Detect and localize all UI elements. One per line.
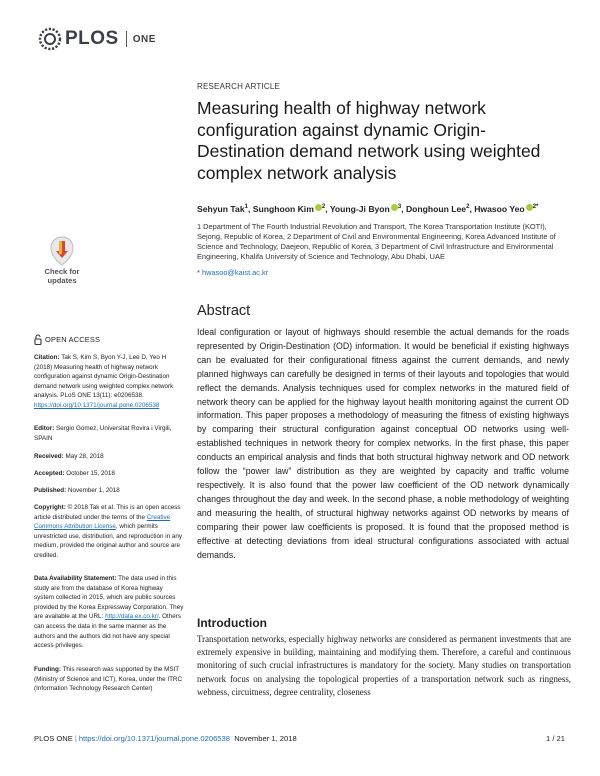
author[interactable]: Donghoun Lee$^2$ [405,204,470,214]
page-number: 1 / 21 [546,734,565,743]
data-availability-block: Data Availability Statement: The data used in this study are from the database of Korea highway system collected in 2015, which are public sources provided by the Korea Expressway Corporation. They are available at the URL: http://data.ex.co.kr/. Others can access the data in the same manner as the authors and the authors did not have any special access privileges. [34,575,184,650]
article-title: Measuring health of highway network configuration against dynamic Origin-Destination demand network using weighted complex network analysis [197,98,541,183]
footer-date: November 1, 2018 [234,734,297,743]
editor-block: Editor: Sergio Gómez, Universitat Rovira i Virgili, SPAIN [34,425,172,442]
abstract-text: Ideal configuration or layout of highways should resemble the actual demands for the roads represented by Origin-Destination (OD) information. It would be beneficial if existing highways can be evaluated for their configurational fitness against the current demands, and newly planned highways can carefully be designed in terms of their layouts and topologies that would reflect the demands. Analysis techniques used for complex networks in the matured field of network theory can be applied for the highway layout health monitoring against the current OD information. This paper proposes a methodology of measuring the fitness of existing highways by comparing their structural configuration against conceptual OD networks using well-established techniques in network theory for complex networks. In the first phase, this paper conducts an empirical analysis and finds that both structural highway network and OD network follow the “power law” distribution as they are weighted by capacity and traffic volume respectively. It is also found that the power law coefficient of the OD network dynamically changes throughout the day and week. In the second phase, a noble methodology of weighting and measuring the health, of structural highway networks against OD networks by means of comparing their power law coefficients is proposed. It is found that the proposed method is effective at detecting deviations from ideal structural configurations associated with actual demands. [197,327,569,560]
plos-one-logo [38,26,156,52]
corresponding-email[interactable]: * hwasoo@kaist.ac.kr [197,268,269,277]
author[interactable]: Hwasoo Yeo $^{2*}$ [474,204,539,214]
published-date: Published: November 1, 2018 [34,487,120,494]
check-for-updates-icon [49,236,75,266]
footer-doi-link[interactable]: https://doi.org/10.1371/journal.pone.0206538 [78,734,230,743]
logo-divider [126,31,127,47]
copyright-block: Copyright: © 2018 Tak et al. This is an open access article distributed under the terms of the Creative Commons Attribution License, which permits unrestricted use, distribution, and reproduction in any medium, provided the original author and source are credited. [34,504,183,559]
funding-block: Funding: This research was supported by the MSIT (Ministry of Science and ICT), Korea, under the ITRC (Information Technology Research Center) [34,666,183,693]
accepted-date: Accepted: October 15, 2018 [34,470,115,477]
orcid-icon[interactable] [391,204,398,211]
introduction-heading: Introduction [197,616,267,630]
plos-logo-icon [38,27,62,51]
orcid-icon[interactable] [526,204,533,211]
introduction-text: Transportation networks, especially highway networks are considered as permanent investments that are extremely expensive in building, maintaining and modifying them. Therefore, a careful and continuous monitoring of such crucial infrastructures is mandatory for the society. Many studies on transportation network focus on analysing the topological properties of a transportation network such as ringness, webness, circuitness, degree centrality, closeness [197,634,571,697]
open-access-badge [34,334,100,345]
citation-doi-link[interactable]: https://doi.org/10.1371/journal.pone.0206538 [34,401,160,409]
author[interactable]: Sehyun Tak$^1$ [197,204,248,214]
open-access-lock-icon [34,334,42,345]
author-list: Sehyun Tak$^1$, Sunghoon Kim $^2$, Young-Ji Byon $^3$, Donghoun Lee$^2$, Hwasoo Yeo $^{2*}$ [197,204,539,214]
check-for-updates-badge[interactable] [36,236,88,292]
affiliations: 1 Department of The Fourth Industrial Revolution and Transport, The Korea Transportation Institute (KOTI), Sejong, Republic of Korea, 2 Department of Civil and Environmental Engineering, Korea Advanced Institute of Science and Technology, Daejeon, Republic of Korea, 3 Department of Civil Infrastructure and Environmental Engineering, Khalifa University of Science and Technology, Abu Dhabi, UAE [197,222,556,261]
abstract-heading: Abstract [197,303,251,319]
check-for-updates-label: Check for updates [44,267,80,285]
orcid-icon[interactable] [315,204,322,211]
author[interactable]: Sunghoon Kim $^2$ [252,204,326,214]
footer-journal: PLOS ONE [34,734,73,743]
citation-block: Citation: Tak S, Kim S, Byon Y-J, Lee D, Yeo H (2018) Measuring health of highway network configuration against dynamic Origin-Destination demand network using weighted complex network analysis. PLoS ONE 13(11): e0206538. https://doi.org/10.1371/journal.pone.0206538 [34,354,174,409]
logo-brand: PLOS [65,28,119,49]
license-link[interactable]: Creative Commons Attribution License [34,513,171,531]
author[interactable]: Young-Ji Byon $^3$ [329,204,402,214]
open-access-label: OPEN ACCESS [45,335,101,344]
data-url-link[interactable]: http://data.ex.co.kr/ [105,613,159,621]
received-date: Received: May 28, 2018 [34,453,104,460]
logo-journal: ONE [132,33,156,45]
page-footer: PLOS ONE | https://doi.org/10.1371/journal.pone.0206538 November 1, 2018 [34,734,297,743]
article-type: RESEARCH ARTICLE [197,82,281,91]
